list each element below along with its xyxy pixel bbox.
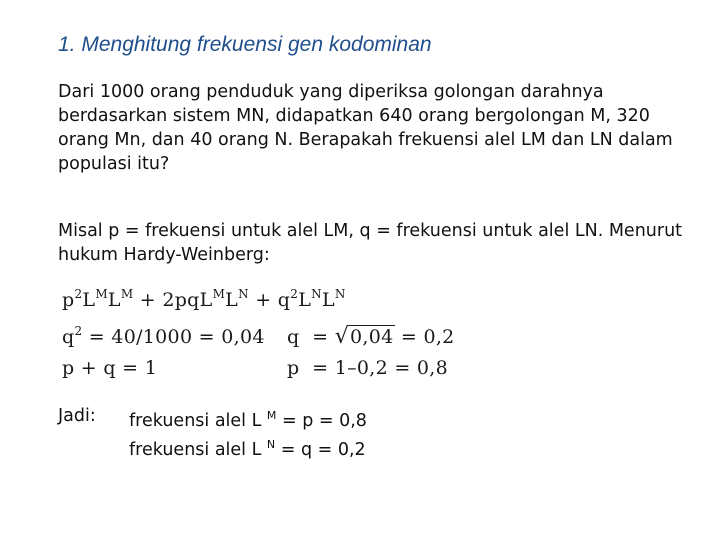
page-title: 1. Menghitung frekuensi gen kodominan	[58, 33, 432, 56]
conclusion-label: Jadi:	[58, 406, 96, 426]
sum-formula: p + q = 1	[62, 357, 158, 379]
p-value-formula: p = 1–0,2 = 0,8	[287, 357, 449, 379]
square-root-icon: √0,04	[334, 324, 394, 349]
problem-statement: Dari 1000 orang penduduk yang diperiksa golongan darahnya berdasarkan sistem MN, didapatkan 640 orang bergolongan M, 320 orang Mn, dan 40 orang N. Berapakah frekuensi alel LM dan LN dalam populasi itu?	[58, 82, 673, 174]
conclusion-ln: frekuensi alel L $^N$ = q = 0,2	[129, 438, 366, 460]
q-value-formula: q = √0,04 = 0,2	[287, 324, 455, 349]
conclusion-lm: frekuensi alel L $^M$ = p = 0,8	[129, 409, 367, 431]
setup-statement: Misal p = frekuensi untuk alel LM, q = frekuensi untuk alel LN. Menurut hukum Hardy-Weinberg:	[58, 221, 683, 265]
hardy-weinberg-formula: $p^2L^ML^M + 2pqL^ML^N + q^2L^NL^N$	[62, 287, 346, 311]
q-squared-formula: $q^2 = 40/1000 = 0,04$	[62, 324, 265, 348]
